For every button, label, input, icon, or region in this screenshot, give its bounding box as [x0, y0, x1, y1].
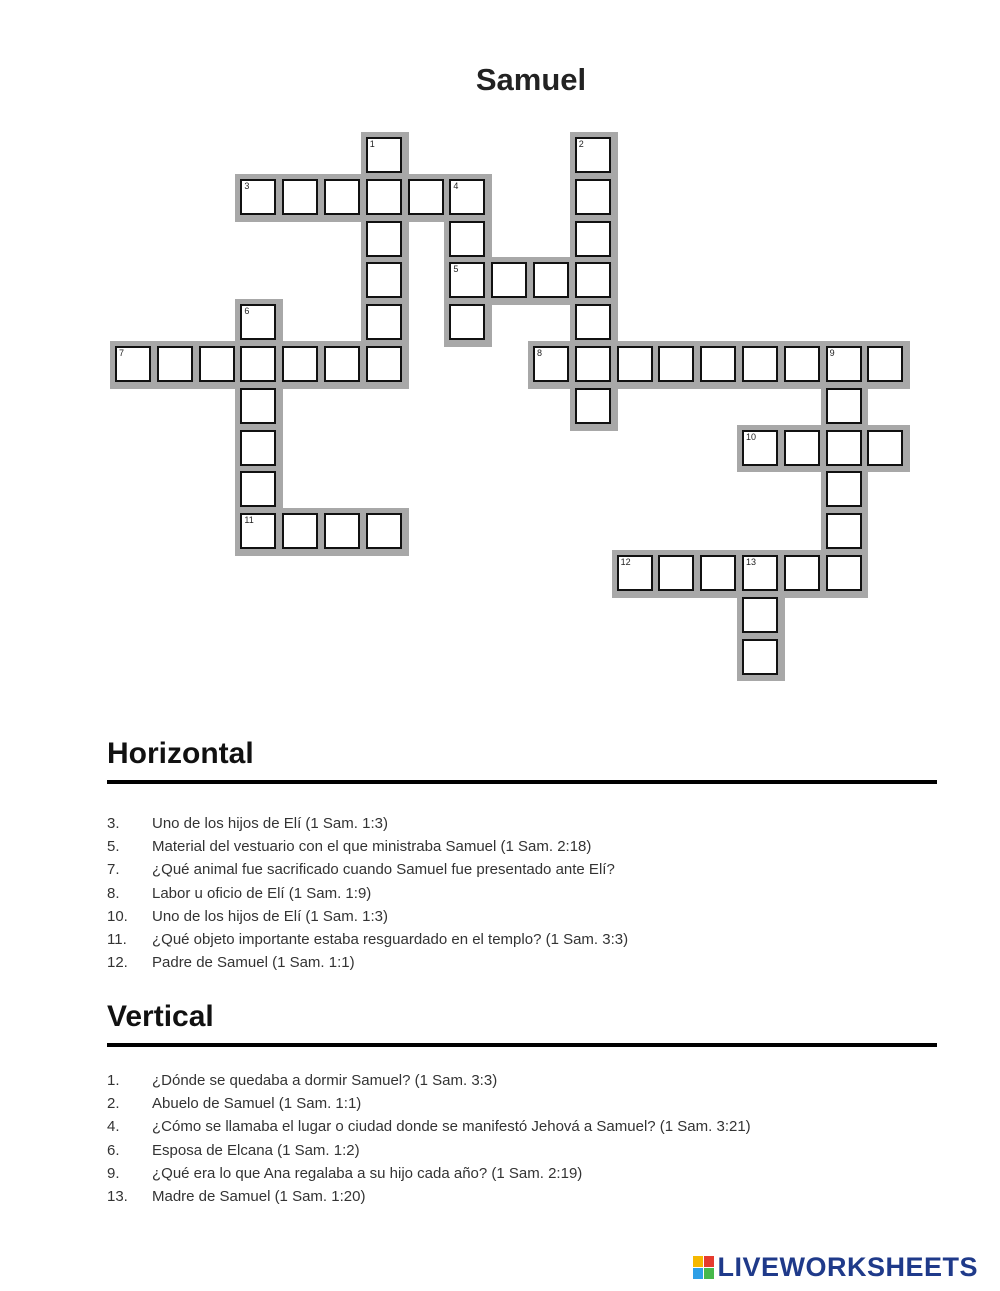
crossword-cell[interactable] — [366, 304, 402, 340]
clue-item: 1. ¿Dónde se quedaba a dormir Samuel? (1 Sam. 3:3) — [107, 1072, 498, 1089]
crossword-cell[interactable] — [575, 262, 611, 298]
crossword-cell[interactable] — [324, 513, 360, 549]
brand-text: LIVEWORKSHEETS — [717, 1252, 978, 1282]
crossword-cell[interactable] — [366, 221, 402, 257]
liveworksheets-logo-icon — [693, 1256, 715, 1280]
crossword-cell[interactable] — [240, 346, 276, 382]
cell-number: 3 — [244, 180, 250, 191]
crossword-cell[interactable] — [826, 513, 862, 549]
crossword-cell[interactable] — [533, 262, 569, 298]
crossword-cell[interactable] — [575, 388, 611, 424]
crossword-cell[interactable] — [449, 179, 485, 215]
cell-number: 1 — [369, 139, 375, 149]
cell-number: 9 — [829, 348, 835, 358]
cell-number: 11 — [244, 515, 254, 526]
crossword-cell[interactable] — [449, 304, 485, 340]
crossword-cell[interactable] — [491, 262, 527, 298]
crossword-cell[interactable] — [575, 179, 611, 215]
crossword-cell[interactable] — [700, 346, 736, 382]
crossword-cell[interactable] — [324, 179, 360, 215]
crossword-cell[interactable] — [867, 430, 903, 466]
cell-number: 6 — [244, 306, 250, 317]
crossword-cell[interactable] — [575, 137, 611, 173]
crossword-cell[interactable] — [366, 513, 402, 549]
crossword-cell[interactable] — [575, 346, 611, 382]
crossword-cell[interactable] — [366, 179, 402, 215]
crossword-cell[interactable] — [575, 221, 611, 257]
crossword-cell[interactable] — [240, 304, 276, 340]
crossword-cell[interactable] — [658, 346, 694, 382]
crossword-cell[interactable] — [826, 471, 862, 507]
crossword-cell[interactable] — [826, 346, 862, 382]
crossword-cell[interactable] — [784, 346, 820, 382]
crossword-cell[interactable] — [742, 430, 778, 466]
cell-number: 2 — [578, 139, 584, 149]
horizontal-rule — [107, 780, 937, 784]
crossword-cell[interactable] — [826, 555, 862, 591]
vertical-heading: Vertical — [107, 1000, 214, 1033]
crossword-cell[interactable] — [742, 639, 778, 675]
crossword-cell[interactable] — [282, 346, 318, 382]
crossword-cell[interactable] — [533, 346, 569, 382]
crossword-cell[interactable] — [366, 137, 402, 173]
crossword-cell[interactable] — [575, 304, 611, 340]
crossword-cell[interactable] — [658, 555, 694, 591]
crossword-cell[interactable] — [324, 346, 360, 382]
crossword-cell[interactable] — [366, 262, 402, 298]
cell-number: 7 — [119, 348, 125, 358]
crossword-cell[interactable] — [784, 430, 820, 466]
crossword-cell[interactable] — [742, 346, 778, 382]
crossword-cell[interactable] — [282, 179, 318, 215]
cell-number: 8 — [537, 348, 543, 358]
vertical-rule — [107, 1043, 937, 1047]
crossword-cell[interactable] — [700, 555, 736, 591]
cell-number: 4 — [453, 180, 459, 191]
horizontal-heading: Horizontal — [107, 737, 254, 770]
crossword-cell[interactable] — [617, 555, 653, 591]
crossword-cell[interactable] — [240, 179, 276, 215]
crossword-cell[interactable] — [240, 471, 276, 507]
crossword-cell[interactable] — [449, 221, 485, 257]
clue-item: 11. ¿Qué objeto importante estaba resguardado en el templo? (1 Sam. 3:3) — [107, 930, 629, 948]
crossword-cell[interactable] — [115, 346, 151, 382]
crossword-cell[interactable] — [199, 346, 235, 382]
crossword-cell[interactable] — [282, 513, 318, 549]
clue-item: 12. Padre de Samuel (1 Sam. 1:1) — [107, 954, 355, 972]
clue-item: 13. Madre de Samuel (1 Sam. 1:20) — [107, 1187, 366, 1205]
clue-item: 6. Esposa de Elcana (1 Sam. 1:2) — [107, 1141, 360, 1159]
vertical-clue-list — [107, 1072, 751, 1211]
cell-number: 12 — [620, 557, 631, 567]
cell-number: 5 — [453, 264, 459, 275]
crossword-cell[interactable] — [867, 346, 903, 382]
crossword-cell[interactable] — [742, 597, 778, 633]
crossword-cell[interactable] — [826, 388, 862, 424]
clue-item: 9. ¿Qué era lo que Ana regalaba a su hijo cada año? (1 Sam. 2:19) — [107, 1164, 583, 1182]
crossword-cell[interactable] — [826, 430, 862, 466]
crossword-cell[interactable] — [366, 346, 402, 382]
clue-item: 5. Material del vestuario con el que ministraba Samuel (1 Sam. 2:18) — [107, 838, 592, 856]
crossword-cell[interactable] — [784, 555, 820, 591]
horizontal-clue-list — [107, 815, 628, 977]
crossword-cell[interactable] — [742, 555, 778, 591]
clue-item: 8. Labor u oficio de Elí (1 Sam. 1:9) — [107, 884, 372, 902]
crossword-cell[interactable] — [240, 430, 276, 466]
clue-item: 4. ¿Cómo se llamaba el lugar o ciudad donde se manifestó Jehová a Samuel? (1 Sam. 3:21) — [107, 1118, 751, 1136]
crossword-cell[interactable] — [240, 513, 276, 549]
crossword-cell[interactable] — [449, 262, 485, 298]
crossword-cell[interactable] — [408, 179, 444, 215]
crossword-cell[interactable] — [157, 346, 193, 382]
clue-item: 10. Uno de los hijos de Elí (1 Sam. 1:3) — [107, 907, 388, 925]
crossword-cell[interactable] — [617, 346, 653, 382]
clue-item: 3. Uno de los hijos de Elí (1 Sam. 1:3) — [107, 815, 388, 832]
clue-item: 7. ¿Qué animal fue sacrificado cuando Samuel fue presentado ante Elí? — [107, 861, 615, 879]
page-title: Samuel — [475, 62, 587, 97]
clue-item: 2. Abuelo de Samuel (1 Sam. 1:1) — [107, 1095, 362, 1113]
liveworksheets-logo — [693, 1252, 978, 1283]
cell-number: 10 — [746, 431, 757, 442]
cell-number: 13 — [746, 557, 757, 567]
crossword-cell[interactable] — [240, 388, 276, 424]
